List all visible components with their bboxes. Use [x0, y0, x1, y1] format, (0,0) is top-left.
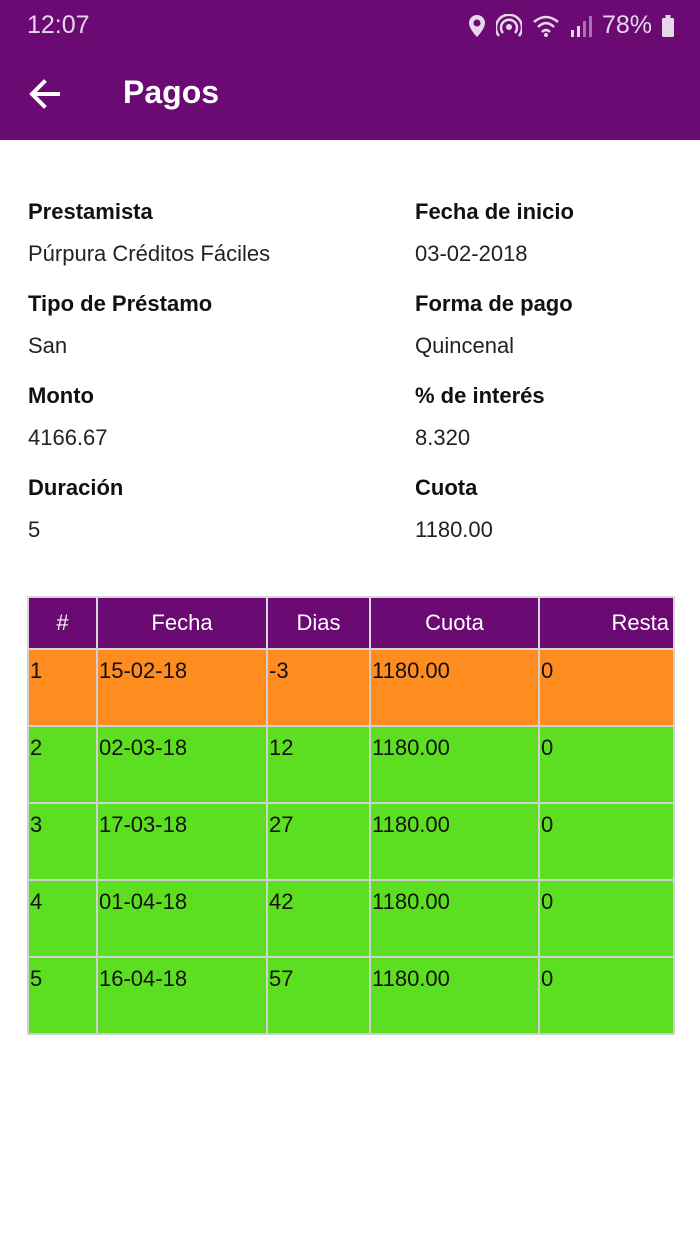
fecha-inicio-field — [415, 196, 678, 288]
status-bar — [0, 0, 700, 52]
header-num: # — [28, 597, 97, 649]
cell-resta: 0 — [539, 649, 674, 726]
cell-resta: 0 — [539, 880, 674, 957]
cell-cuota: 1180.00 — [370, 649, 539, 726]
table-row[interactable] — [28, 803, 674, 880]
cell-fecha: 01-04-18 — [97, 880, 267, 957]
back-button[interactable] — [24, 72, 68, 116]
table-row[interactable] — [28, 649, 674, 726]
monto-field — [28, 380, 415, 472]
cell-dias: 42 — [267, 880, 370, 957]
tipo-prestamo-value: San — [28, 333, 68, 358]
cell-num: 4 — [28, 880, 97, 957]
cell-fecha: 16-04-18 — [97, 957, 267, 1034]
cell-num: 1 — [28, 649, 97, 726]
interes-field — [415, 380, 678, 472]
tipo-prestamo-field — [28, 288, 415, 380]
app-bar — [0, 52, 700, 140]
prestamista-label: Prestamista — [28, 199, 153, 224]
cell-num: 5 — [28, 957, 97, 1034]
tipo-prestamo-label: Tipo de Préstamo — [28, 291, 213, 316]
fecha-inicio-label: Fecha de inicio — [415, 199, 574, 224]
cell-resta: 0 — [539, 726, 674, 803]
header-fecha: Fecha — [97, 597, 267, 649]
cell-cuota: 1180.00 — [370, 726, 539, 803]
forma-pago-field — [415, 288, 678, 380]
cell-resta: 0 — [539, 957, 674, 1034]
interes-label: % de interés — [415, 383, 545, 408]
location-icon — [468, 14, 486, 38]
prestamista-field — [28, 196, 415, 288]
signal-icon — [570, 14, 592, 38]
payments-table — [27, 596, 675, 1035]
arrow-left-icon — [24, 72, 68, 116]
header-resta: Resta — [539, 597, 674, 649]
cell-dias: 27 — [267, 803, 370, 880]
prestamista-value: Púrpura Créditos Fáciles — [28, 241, 271, 266]
cuota-label: Cuota — [415, 475, 478, 500]
cuota-value: 1180.00 — [415, 517, 493, 542]
cell-cuota: 1180.00 — [370, 880, 539, 957]
cuota-field — [415, 472, 678, 564]
header-cuota: Cuota — [370, 597, 539, 649]
table-row[interactable] — [28, 726, 674, 803]
table-row[interactable] — [28, 957, 674, 1034]
interes-value: 8.320 — [415, 425, 471, 450]
top-bar — [0, 0, 700, 140]
monto-value: 4166.67 — [28, 425, 108, 450]
cell-dias: -3 — [267, 649, 370, 726]
header-dias: Dias — [267, 597, 370, 649]
cell-fecha: 02-03-18 — [97, 726, 267, 803]
duracion-label: Duración — [28, 475, 124, 500]
forma-pago-value: Quincenal — [415, 333, 515, 358]
status-time: 12:07 — [27, 11, 90, 39]
fecha-inicio-value: 03-02-2018 — [415, 241, 528, 266]
page-title: Pagos — [123, 74, 220, 110]
wifi-icon — [532, 14, 560, 38]
duracion-value: 5 — [28, 517, 41, 542]
cell-fecha: 15-02-18 — [97, 649, 267, 726]
battery-icon — [662, 15, 674, 37]
cell-num: 3 — [28, 803, 97, 880]
loan-info — [28, 196, 678, 564]
cell-resta: 0 — [539, 803, 674, 880]
cell-dias: 12 — [267, 726, 370, 803]
cell-cuota: 1180.00 — [370, 803, 539, 880]
cell-fecha: 17-03-18 — [97, 803, 267, 880]
forma-pago-label: Forma de pago — [415, 291, 573, 316]
cell-dias: 57 — [267, 957, 370, 1034]
battery-level: 78% — [601, 11, 652, 39]
hotspot-icon — [496, 14, 522, 38]
cell-cuota: 1180.00 — [370, 957, 539, 1034]
status-icons — [468, 11, 674, 40]
table-row[interactable] — [28, 880, 674, 957]
table-header-row — [28, 597, 674, 649]
monto-label: Monto — [28, 383, 94, 408]
duracion-field — [28, 472, 415, 564]
cell-num: 2 — [28, 726, 97, 803]
